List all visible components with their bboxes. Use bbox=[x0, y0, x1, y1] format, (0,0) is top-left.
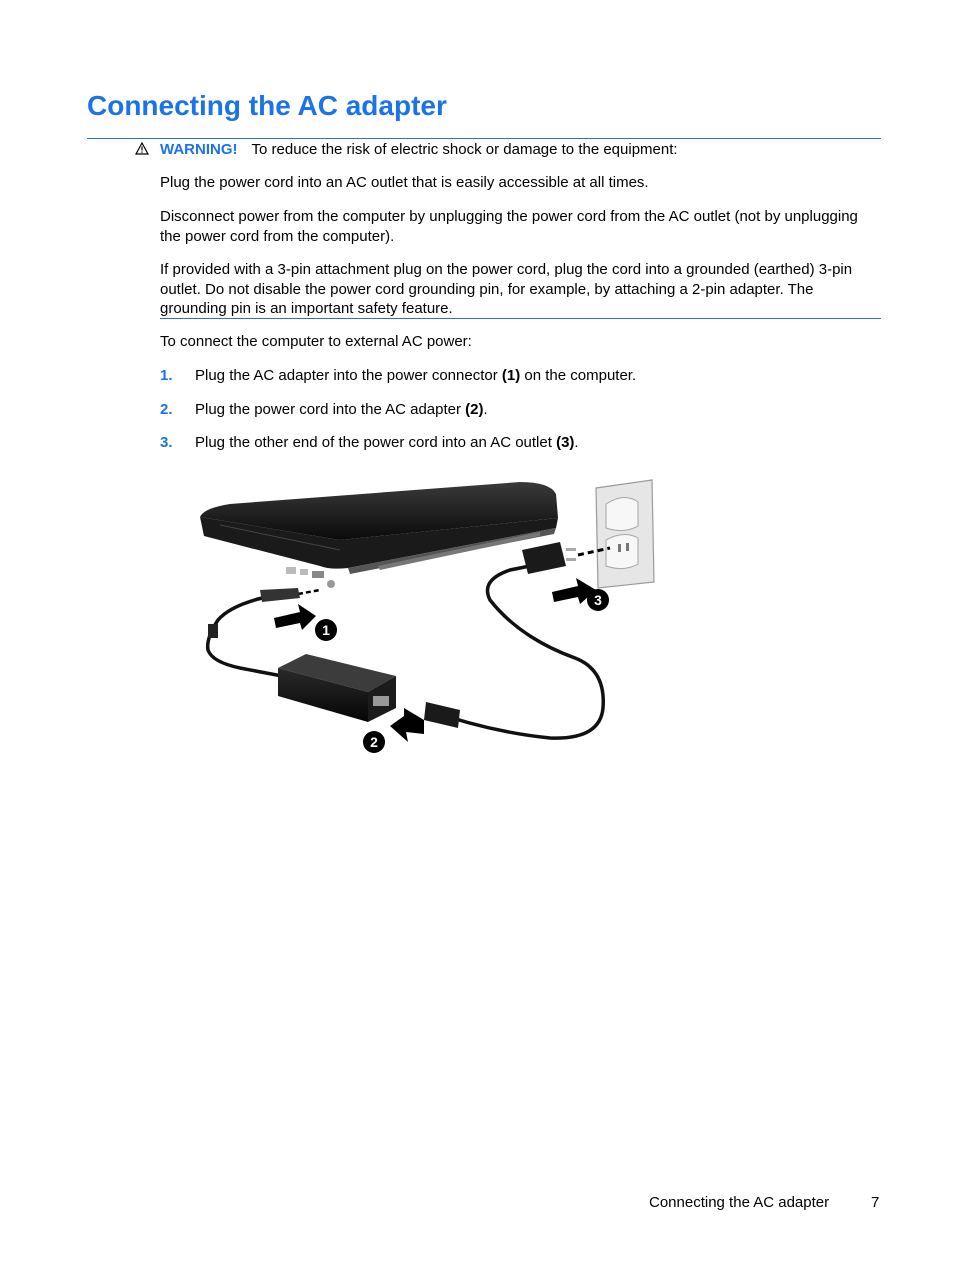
step-text-after: on the computer. bbox=[520, 367, 637, 384]
wall-outlet-graphic bbox=[596, 480, 654, 588]
step-callout: (3) bbox=[556, 434, 575, 451]
title-rule bbox=[87, 138, 881, 139]
step-text-before: Plug the AC adapter into the power connector bbox=[195, 367, 502, 384]
svg-text:3: 3 bbox=[594, 592, 602, 608]
ac-adapter-graphic bbox=[278, 654, 396, 722]
svg-text:1: 1 bbox=[322, 622, 330, 638]
footer-section-title: Connecting the AC adapter bbox=[649, 1194, 830, 1211]
warning-item: Disconnect power from the computer by unplugging the power cord from the AC outlet (not by unplugging the power cord from the computer). bbox=[160, 208, 858, 245]
callout-1 bbox=[315, 619, 337, 641]
callout-2 bbox=[363, 731, 385, 753]
warning-triangle-icon bbox=[135, 141, 152, 159]
warning-text: To reduce the risk of electric shock or damage to the equipment: bbox=[251, 141, 678, 158]
step-number: 3. bbox=[160, 434, 173, 451]
warning-rule bbox=[160, 318, 881, 319]
step-text bbox=[195, 434, 579, 452]
step-text-before: Plug the power cord into the AC adapter bbox=[195, 401, 466, 418]
callout-3 bbox=[587, 589, 609, 611]
step-number: 2. bbox=[160, 401, 173, 418]
warning-item: Plug the power cord into an AC outlet that is easily accessible at all times. bbox=[160, 174, 649, 191]
footer-page-number: 7 bbox=[871, 1194, 880, 1211]
warning-label: WARNING! bbox=[160, 141, 238, 158]
warning-item: If provided with a 3-pin attachment plug on the power cord, plug the cord into a grounded (earthed) 3-pin outlet. Do not disable the power cord grounding pin, for example, by attaching a 2-pin adapter. The grounding pin is an important safety feature. bbox=[160, 261, 853, 317]
svg-text:2: 2 bbox=[370, 734, 378, 750]
step-callout: (2) bbox=[465, 401, 484, 418]
step-callout: (1) bbox=[501, 367, 521, 384]
step-text bbox=[195, 367, 636, 385]
intro-text: To connect the computer to external AC power: bbox=[160, 333, 472, 350]
step-text-after: . bbox=[574, 434, 579, 451]
step-text-after: . bbox=[483, 401, 488, 418]
page-title: Connecting the AC adapter bbox=[87, 90, 447, 121]
step-text-before: Plug the other end of the power cord into an AC outlet bbox=[195, 434, 557, 451]
ac-adapter-illustration bbox=[190, 470, 660, 765]
step-number: 1. bbox=[160, 367, 173, 384]
warning-line bbox=[135, 141, 678, 159]
step-text bbox=[195, 401, 488, 419]
